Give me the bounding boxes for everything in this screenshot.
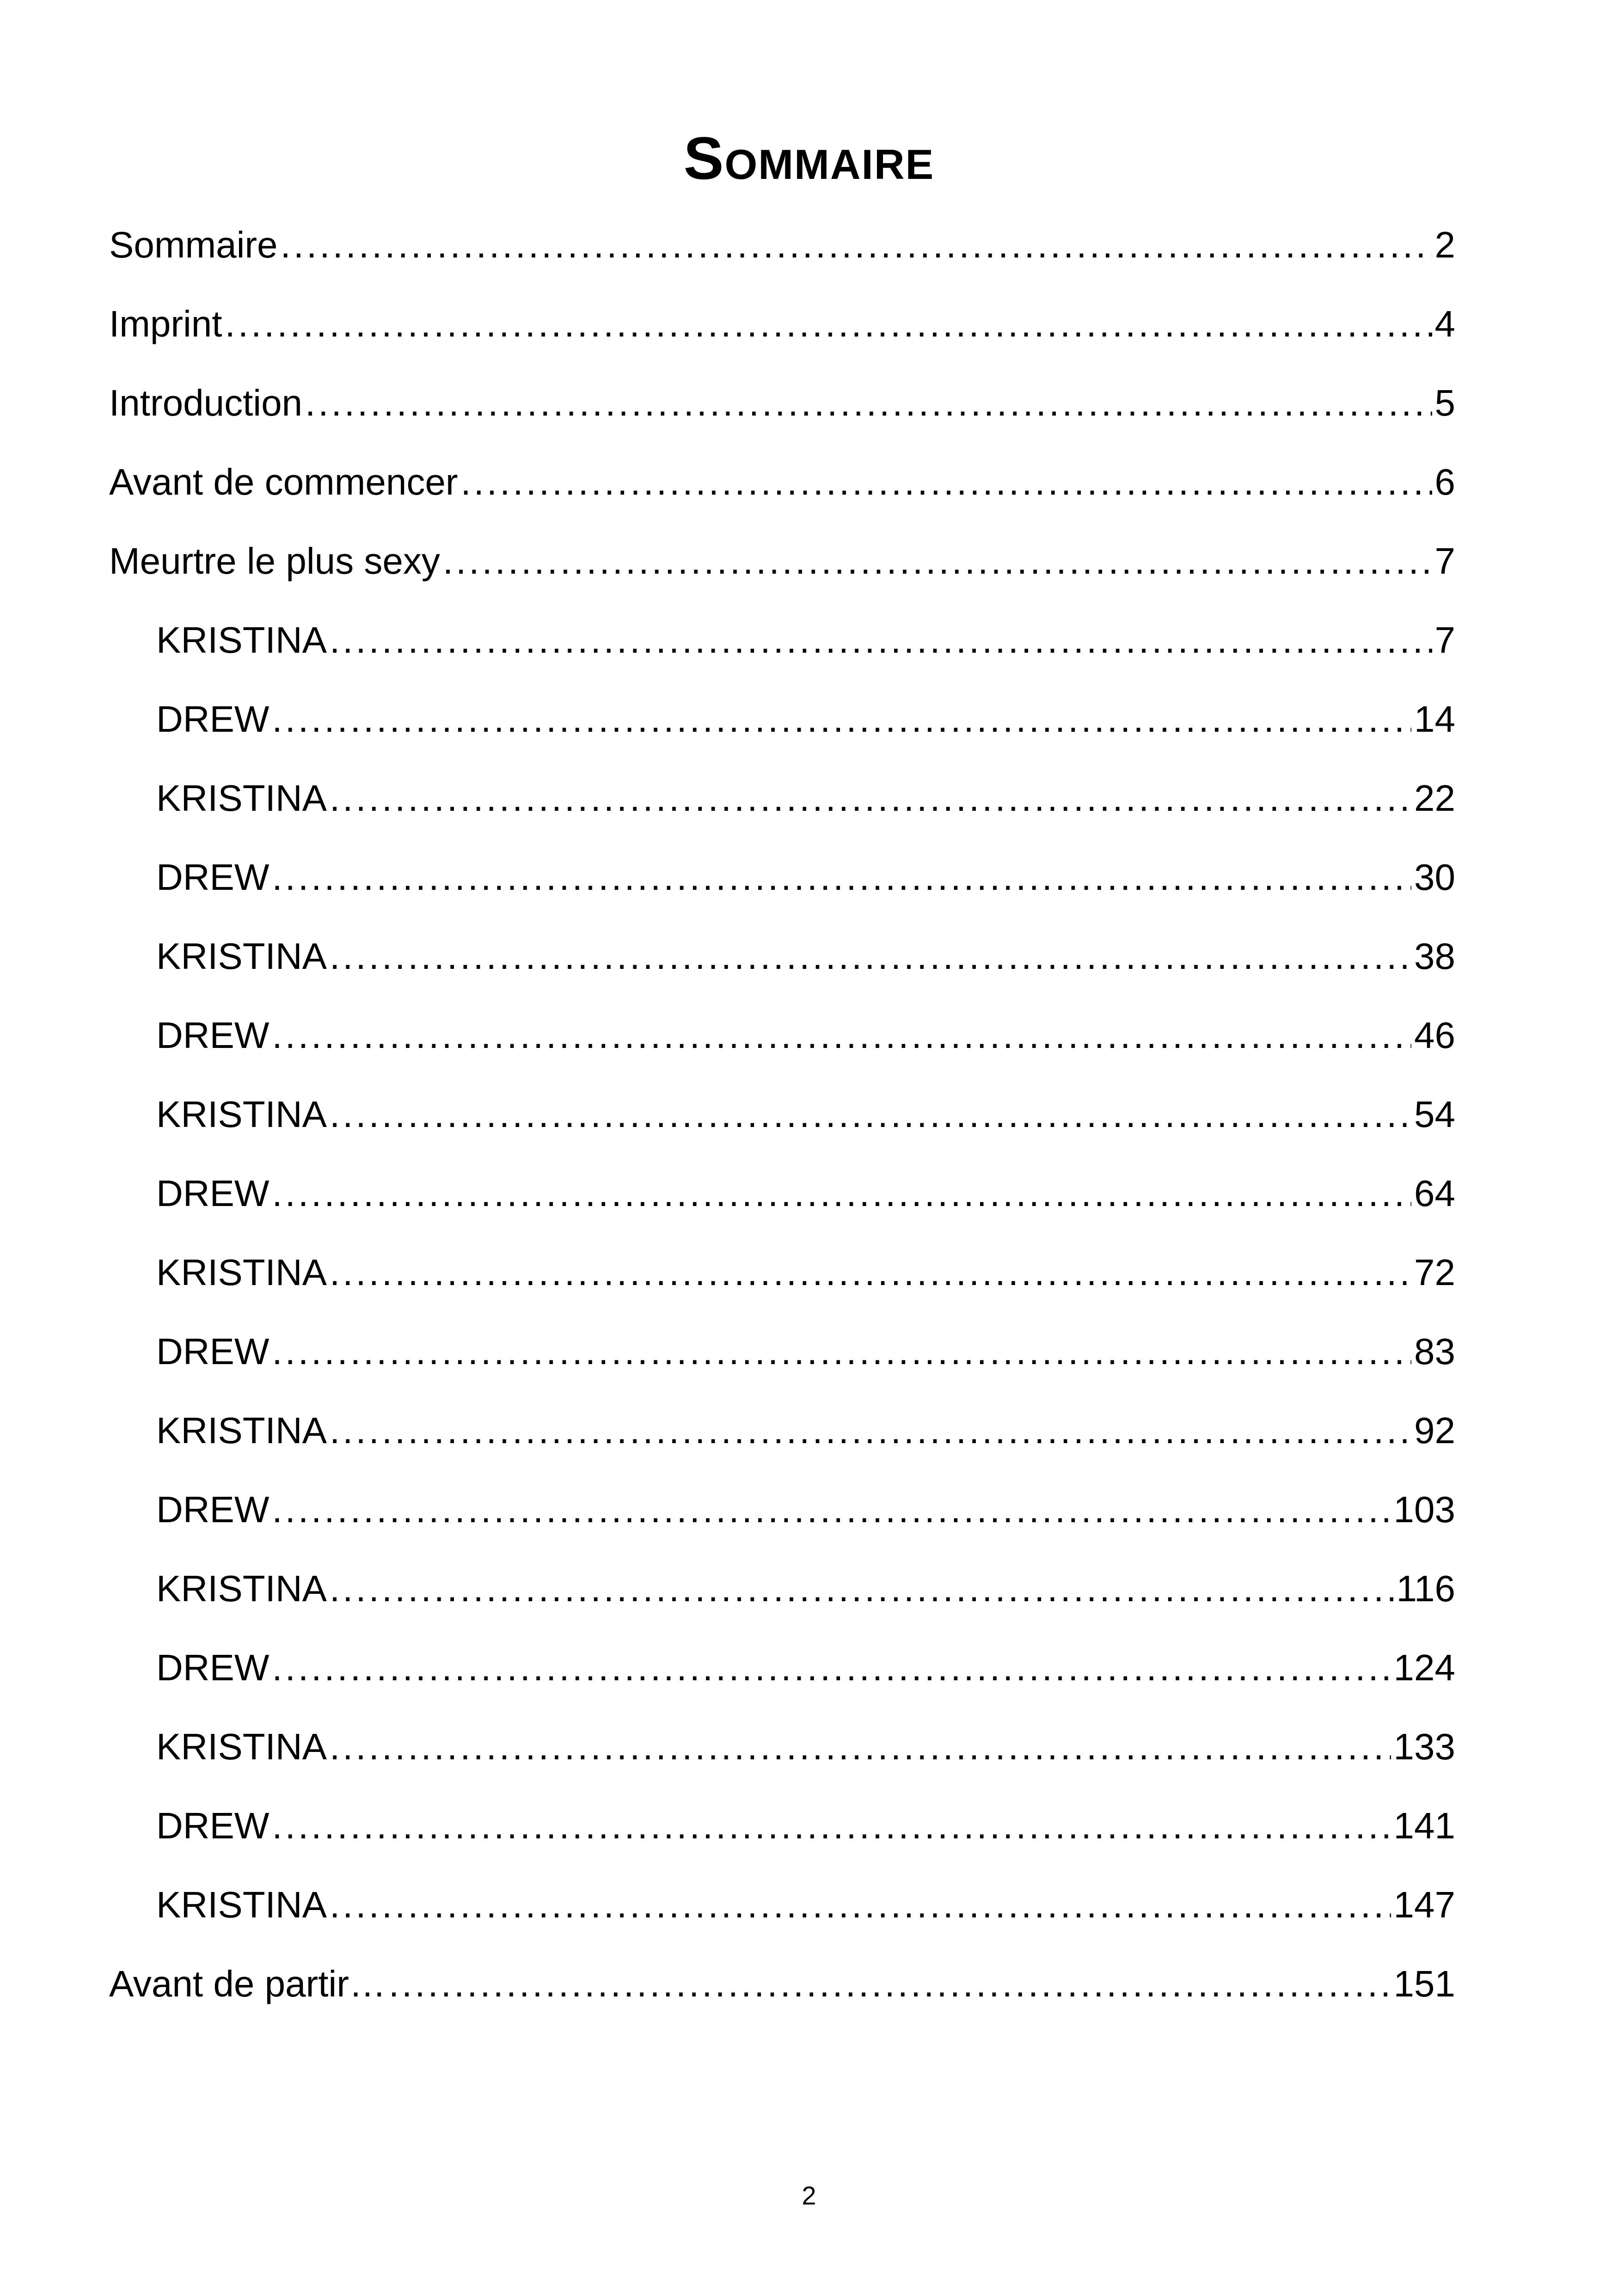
toc-entry-label: Meurtre le plus sexy: [109, 540, 440, 582]
toc-entry-label: KRISTINA: [156, 778, 327, 819]
toc-dot-leader: [272, 1640, 1391, 1696]
toc-dot-leader: [330, 1561, 1394, 1616]
toc-entry[interactable]: [109, 771, 1455, 850]
toc-entry-page: 64: [1414, 1173, 1455, 1214]
toc-entry[interactable]: [109, 217, 1455, 296]
toc-entry-page: 92: [1414, 1410, 1455, 1451]
toc-entry-page: 141: [1393, 1805, 1455, 1846]
toc-dot-leader: [330, 1087, 1411, 1142]
toc-entry[interactable]: [109, 375, 1455, 454]
toc-entry[interactable]: [109, 1877, 1455, 1956]
toc-entry-page: 72: [1414, 1252, 1455, 1293]
toc-dot-leader: [330, 771, 1411, 826]
toc-entry[interactable]: [109, 1324, 1455, 1403]
toc-dot-leader: [272, 1482, 1391, 1537]
toc-entry-label: KRISTINA: [156, 1884, 327, 1925]
toc-dot-leader: [272, 1798, 1391, 1854]
toc-entry[interactable]: [109, 1640, 1455, 1719]
toc-entry[interactable]: [109, 692, 1455, 771]
toc-entry-label: DREW: [156, 1489, 270, 1530]
table-of-contents: [109, 217, 1455, 2035]
toc-entry-label: Imprint: [109, 303, 222, 344]
toc-entry[interactable]: [109, 1482, 1455, 1561]
toc-dot-leader: [272, 850, 1411, 905]
toc-entry-label: DREW: [156, 1015, 270, 1056]
toc-entry-page: 151: [1393, 1963, 1455, 2004]
page-title: Sommaire: [683, 124, 935, 192]
toc-entry-label: KRISTINA: [156, 1410, 327, 1451]
toc-dot-leader: [272, 1324, 1411, 1379]
toc-entry[interactable]: [109, 454, 1455, 533]
toc-entry-page: 103: [1393, 1489, 1455, 1530]
toc-dot-leader: [330, 1719, 1391, 1775]
page-number: 2: [802, 2181, 816, 2210]
toc-entry[interactable]: [109, 1245, 1455, 1324]
toc-entry-label: KRISTINA: [156, 1094, 327, 1135]
toc-entry-page: 38: [1414, 936, 1455, 977]
toc-entry-label: DREW: [156, 1647, 270, 1688]
toc-entry-page: 6: [1434, 461, 1455, 502]
toc-entry-page: 54: [1414, 1094, 1455, 1135]
toc-entry-label: KRISTINA: [156, 619, 327, 661]
toc-entry[interactable]: [109, 1561, 1455, 1640]
toc-dot-leader: [330, 1245, 1411, 1300]
toc-dot-leader: [389, 1956, 1391, 2012]
toc-entry-page: 4: [1434, 303, 1455, 344]
toc-entry[interactable]: [109, 1166, 1455, 1245]
toc-entry-page: 124: [1393, 1647, 1455, 1688]
toc-entry[interactable]: [109, 1956, 1455, 2035]
toc-entry-label: DREW: [156, 698, 270, 740]
toc-entry-page: 14: [1414, 698, 1455, 740]
toc-entry[interactable]: [109, 533, 1455, 612]
toc-entry-page: 133: [1393, 1726, 1455, 1767]
toc-entry[interactable]: [109, 929, 1455, 1008]
toc-entry-page: 83: [1414, 1331, 1455, 1372]
toc-dot-leader: [330, 612, 1432, 668]
toc-entry-label: DREW: [156, 857, 270, 898]
toc-entry-label: KRISTINA: [156, 1568, 327, 1609]
toc-dot-leader: [305, 375, 1432, 431]
toc-entry-page: 7: [1434, 540, 1455, 582]
toc-entry[interactable]: [109, 296, 1455, 375]
toc-entry-label: DREW: [156, 1173, 270, 1214]
toc-entry[interactable]: [109, 1798, 1455, 1877]
toc-entry-page: 46: [1414, 1015, 1455, 1056]
toc-entry-label: DREW: [156, 1331, 270, 1372]
toc-entry-label: Avant de commencer: [109, 461, 458, 502]
toc-dot-leader: [330, 1403, 1411, 1458]
toc-entry[interactable]: [109, 1008, 1455, 1087]
toc-dot-leader: [225, 296, 1432, 352]
toc-entry[interactable]: [109, 1087, 1455, 1166]
toc-entry-page: 116: [1396, 1568, 1455, 1609]
toc-entry-label: KRISTINA: [156, 1252, 327, 1293]
toc-entry-page: 5: [1434, 382, 1455, 423]
toc-entry[interactable]: [109, 850, 1455, 929]
toc-entry[interactable]: [109, 1403, 1455, 1482]
toc-entry-label: Introduction: [109, 382, 303, 423]
toc-dot-leader: [443, 533, 1432, 589]
toc-entry[interactable]: [109, 1719, 1455, 1798]
toc-dot-leader: [281, 217, 1432, 273]
toc-entry-page: 22: [1414, 778, 1455, 819]
toc-dot-leader: [272, 1166, 1411, 1221]
toc-dot-leader: [272, 1008, 1411, 1063]
toc-dot-leader: [330, 1877, 1391, 1933]
toc-entry-page: 147: [1393, 1884, 1455, 1925]
toc-entry-label: Avant de partir…: [109, 1963, 386, 2004]
toc-entry-label: Sommaire: [109, 224, 278, 265]
toc-dot-leader: [272, 692, 1411, 747]
toc-entry-page: 30: [1414, 857, 1455, 898]
toc-dot-leader: [460, 454, 1432, 510]
toc-entry-label: KRISTINA: [156, 1726, 327, 1767]
toc-entry-page: 2: [1434, 224, 1455, 265]
toc-entry-label: KRISTINA: [156, 936, 327, 977]
toc-entry[interactable]: [109, 612, 1455, 692]
toc-entry-page: 7: [1434, 619, 1455, 661]
toc-entry-label: DREW: [156, 1805, 270, 1846]
toc-dot-leader: [330, 929, 1411, 984]
